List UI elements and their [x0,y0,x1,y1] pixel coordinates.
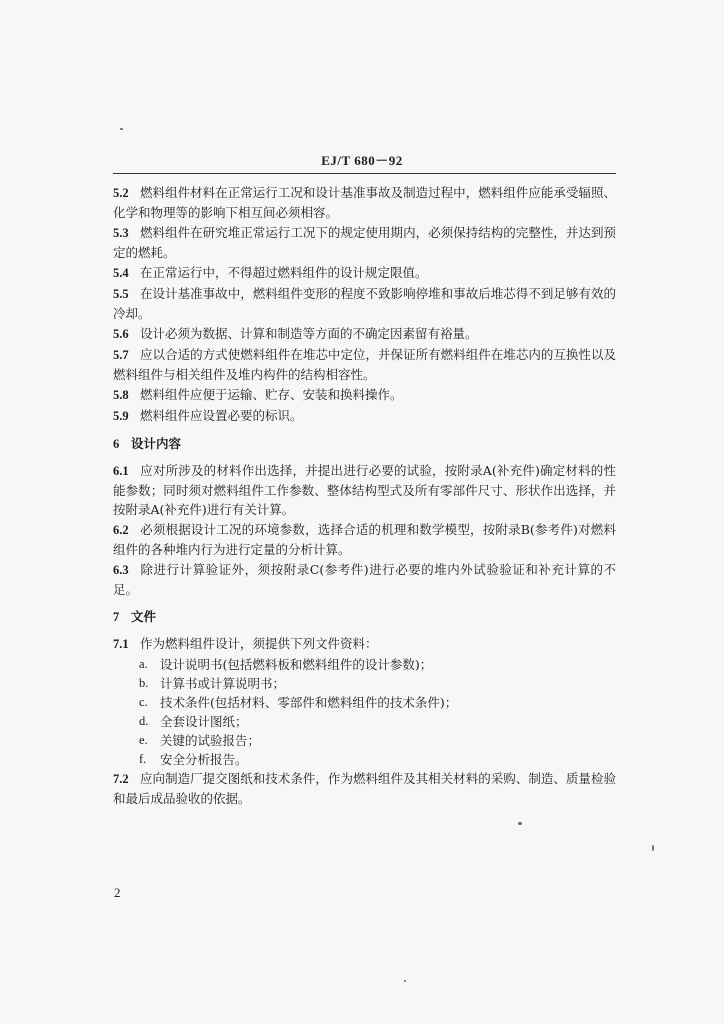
list-item [139,712,616,731]
list-item [139,655,616,674]
section-title: 设计内容 [131,436,182,451]
scan-speck [652,845,654,851]
list-marker: b. [139,676,149,690]
clause-6-2 [113,520,616,559]
section-number: 7 [113,610,120,624]
clause-5-3 [113,223,616,262]
clause-6-1 [113,461,616,519]
clause-5-2 [113,183,616,222]
clause-5-7 [113,345,616,384]
header-divider [113,173,616,174]
scan-speck [404,980,406,982]
list-item [139,674,616,693]
clause-number: 5.3 [113,226,129,240]
clause-5-9 [113,406,616,426]
clause-7-1 [113,634,616,654]
section-heading-6 [113,434,616,454]
clause-text: 燃料组件应设置必要的标识。 [140,408,303,423]
clause-number: 7.2 [113,772,129,786]
clause-text: 应向制造厂提交图纸和技术条件，作为燃料组件及其相关材料的采购、制造、质量检验和最后成品验收的依据。 [113,771,616,806]
list-item-text: 计算书或计算说明书； [160,676,286,691]
clause-text: 设计必须为数据、计算和制造等方面的不确定因素留有裕量。 [140,326,478,341]
clause-number: 5.5 [113,287,129,301]
clause-5-8 [113,385,616,405]
clause-text: 应对所涉及的材料作出选择，并提出进行必要的试验，按附录A(补充件)确定材料的性能参数；同时须对燃料组件工作参数、整体结构型式及所有零部件尺寸、形状作出选择，并按附录A(补充件)进行有关计算。 [113,463,616,517]
clause-text: 燃料组件材料在正常运行工况和设计基准事故及制造过程中，燃料组件应能承受辐照、化学和物理等的影响下相互间必须相容。 [113,185,616,220]
section-heading-7 [113,607,616,627]
list-marker: d. [139,714,149,728]
clause-number: 6.3 [113,563,129,577]
clause-5-4 [113,263,616,283]
clause-number: 5.8 [113,388,129,402]
clause-number: 5.7 [113,348,129,362]
clause-number: 5.2 [113,186,129,200]
list-marker: a. [139,657,148,671]
section-number: 6 [113,437,120,451]
clause-text: 在设计基准事故中，燃料组件变形的程度不致影响停堆和事故后堆芯得不到足够有效的冷却。 [113,286,616,321]
list-item-text: 设计说明书(包括燃料板和燃料组件的设计参数)； [160,657,433,672]
section-title: 文件 [131,609,157,624]
clause-5-6 [113,324,616,344]
list-item [139,693,616,712]
clause-6-3 [113,560,616,599]
clause-text: 必须根据设计工况的环境参数，选择合适的机理和数学模型，按附录B(参考件)对燃料组件的各种堆内行为进行定量的分析计算。 [113,522,616,557]
list-item-text: 安全分析报告。 [160,752,248,767]
clause-number: 6.1 [113,464,129,478]
clause-text: 燃料组件应便于运输、贮存、安装和换料操作。 [140,387,403,402]
clause-text: 在正常运行中，不得超过燃料组件的设计规定限值。 [140,265,428,280]
scan-speck [120,128,123,130]
list-item [139,750,616,769]
clause-number: 5.6 [113,327,129,341]
list-item-text: 关键的试验报告； [160,733,261,748]
clause-number: 7.1 [113,637,129,651]
clause-text: 除进行计算验证外，须按附录C(参考件)进行必要的堆内外试验验证和补充计算的不足。 [113,562,616,597]
scan-speck [518,822,522,825]
clause-5-5 [113,284,616,323]
document-list [139,655,616,769]
clause-number: 5.4 [113,266,129,280]
document-body [113,183,616,809]
clause-number: 5.9 [113,409,129,423]
list-marker: f. [139,752,147,766]
list-item-text: 全套设计图纸； [160,714,248,729]
clause-7-2 [113,769,616,808]
list-item [139,731,616,750]
list-item-text: 技术条件(包括材料、零部件和燃料组件的技术条件)； [160,695,458,710]
page-number: 2 [114,885,121,900]
document-code-header: EJ/T 680－92 [321,153,403,168]
list-marker: c. [139,695,148,709]
clause-text: 作为燃料组件设计，须提供下列文件资料： [140,636,378,651]
clause-text: 燃料组件在研究堆正常运行工况下的规定使用期内，必须保持结构的完整性，并达到预定的燃耗。 [113,225,616,260]
clause-number: 6.2 [113,523,129,537]
clause-text: 应以合适的方式使燃料组件在堆芯中定位，并保证所有燃料组件在堆芯内的互换性以及燃料组件与相关组件及堆内构件的结构相容性。 [113,347,616,382]
list-marker: e. [139,733,148,747]
